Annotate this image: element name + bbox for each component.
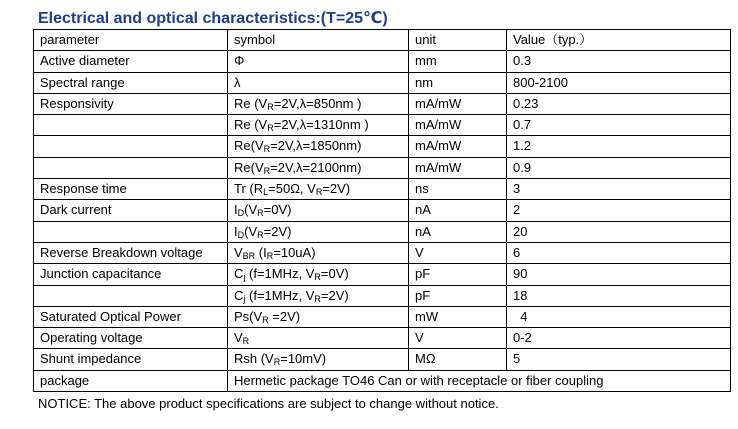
value-cell: 0.23 bbox=[507, 93, 731, 114]
symbol-cell bbox=[228, 72, 409, 93]
unit-cell: nA bbox=[409, 200, 507, 221]
symbol-subscript: BR bbox=[242, 250, 256, 261]
symbol-text: (V bbox=[244, 202, 258, 218]
symbol-text: (V bbox=[244, 223, 258, 239]
symbol-cell bbox=[228, 242, 409, 263]
symbol-cell bbox=[228, 93, 409, 114]
symbol-text: I bbox=[234, 223, 238, 239]
parameter-cell: Responsivity bbox=[34, 93, 228, 114]
symbol-subscript: R bbox=[257, 229, 264, 240]
symbol-text: =2V) bbox=[263, 223, 292, 239]
symbol-text: =50Ω, V bbox=[268, 181, 316, 197]
unit-cell: mA/mW bbox=[409, 115, 507, 136]
unit-cell: V bbox=[409, 328, 507, 349]
package-row bbox=[34, 370, 731, 391]
symbol-subscript: R bbox=[263, 165, 271, 176]
value-cell: 0.9 bbox=[507, 157, 731, 178]
table-row bbox=[34, 51, 731, 72]
table-row bbox=[34, 136, 731, 157]
table-row bbox=[34, 242, 731, 263]
parameter-cell bbox=[34, 136, 228, 157]
value-cell: 800-2100 bbox=[507, 72, 731, 93]
symbol-cell bbox=[228, 264, 409, 285]
parameter-cell: Dark current bbox=[34, 200, 228, 221]
table-row bbox=[34, 179, 731, 200]
value-cell: 1.2 bbox=[507, 136, 731, 157]
symbol-subscript: R bbox=[266, 250, 274, 261]
table-header-row bbox=[34, 30, 731, 51]
symbol-text: λ bbox=[234, 74, 241, 90]
symbol-subscript: R bbox=[273, 357, 281, 368]
symbol-text: =2V,λ=1850nm) bbox=[270, 138, 362, 154]
header-parameter: parameter bbox=[34, 30, 228, 51]
symbol-subscript: R bbox=[315, 187, 323, 198]
symbol-text: =2V,λ=1310nm ) bbox=[273, 117, 369, 133]
symbol-cell bbox=[228, 349, 409, 370]
symbol-subscript: L bbox=[263, 187, 269, 198]
value-cell: 20 bbox=[507, 221, 731, 242]
symbol-text: =2V,λ=850nm ) bbox=[273, 95, 362, 111]
unit-cell: nm bbox=[409, 72, 507, 93]
unit-cell: pF bbox=[409, 264, 507, 285]
unit-cell: MΩ bbox=[409, 349, 507, 370]
symbol-subscript: R bbox=[257, 208, 264, 219]
symbol-text: Φ bbox=[234, 53, 245, 69]
value-cell: 6 bbox=[507, 242, 731, 263]
symbol-text: C bbox=[234, 266, 244, 282]
symbol-cell bbox=[228, 179, 409, 200]
symbol-text: (f=1MHz, V bbox=[245, 266, 315, 282]
symbol-subscript: D bbox=[237, 229, 245, 240]
symbol-text: (I bbox=[255, 244, 267, 260]
symbol-cell bbox=[228, 136, 409, 157]
table-row bbox=[34, 328, 731, 349]
parameter-cell bbox=[34, 285, 228, 306]
symbol-text: Re (V bbox=[234, 117, 268, 133]
header-value: Value（typ.） bbox=[507, 30, 731, 51]
symbol-text: =2V,λ=2100nm) bbox=[270, 159, 362, 175]
symbol-text: =10uA) bbox=[273, 244, 316, 260]
value-cell: 18 bbox=[507, 285, 731, 306]
symbol-subscript: R bbox=[262, 314, 269, 325]
unit-cell: V bbox=[409, 242, 507, 263]
notice-text: NOTICE: The above product specifications are subject to change without notice. bbox=[38, 396, 499, 411]
unit-cell: mA/mW bbox=[409, 136, 507, 157]
value-cell: 0.7 bbox=[507, 115, 731, 136]
parameter-cell: Shunt impedance bbox=[34, 349, 228, 370]
symbol-text: =0V) bbox=[263, 202, 292, 218]
symbol-text: V bbox=[234, 330, 243, 346]
symbol-text: I bbox=[234, 202, 238, 218]
parameter-cell: Operating voltage bbox=[34, 328, 228, 349]
parameter-cell bbox=[34, 221, 228, 242]
value-cell: 90 bbox=[507, 264, 731, 285]
symbol-cell bbox=[228, 221, 409, 242]
symbol-text: Rsh (V bbox=[234, 351, 274, 367]
table-row bbox=[34, 264, 731, 285]
symbol-cell bbox=[228, 157, 409, 178]
symbol-text: V bbox=[234, 244, 243, 260]
symbol-subscript: R bbox=[267, 123, 274, 134]
section-title: Electrical and optical characteristics:(T=25℃) bbox=[38, 10, 388, 27]
parameter-cell: Saturated Optical Power bbox=[34, 306, 228, 327]
symbol-subscript: j bbox=[243, 272, 246, 283]
symbol-cell bbox=[228, 285, 409, 306]
value-cell: 5 bbox=[507, 349, 731, 370]
symbol-subscript: j bbox=[243, 293, 246, 304]
table-row bbox=[34, 349, 731, 370]
unit-cell: mA/mW bbox=[409, 93, 507, 114]
symbol-subscript: D bbox=[237, 208, 245, 219]
symbol-text: (f=1MHz, V bbox=[245, 287, 315, 303]
unit-cell: nA bbox=[409, 221, 507, 242]
symbol-text: Tr (R bbox=[234, 181, 264, 197]
package-description: Hermetic package TO46 Can or with receptacle or fiber coupling bbox=[228, 370, 731, 391]
symbol-cell bbox=[228, 51, 409, 72]
header-unit: unit bbox=[409, 30, 507, 51]
symbol-text: Ps(V bbox=[234, 308, 263, 324]
parameter-cell: Junction capacitance bbox=[34, 264, 228, 285]
characteristics-table bbox=[33, 29, 731, 392]
table-row bbox=[34, 285, 731, 306]
table-row bbox=[34, 72, 731, 93]
value-cell: 2 bbox=[507, 200, 731, 221]
parameter-cell: package bbox=[34, 370, 228, 391]
symbol-subscript: R bbox=[263, 144, 271, 155]
table-row bbox=[34, 306, 731, 327]
unit-cell: mm bbox=[409, 51, 507, 72]
symbol-text: =0V) bbox=[320, 266, 349, 282]
value-cell: 0-2 bbox=[507, 328, 731, 349]
symbol-text: =2V) bbox=[322, 181, 351, 197]
symbol-subscript: R bbox=[314, 293, 321, 304]
value-cell: 4 bbox=[507, 306, 731, 327]
parameter-cell bbox=[34, 115, 228, 136]
table-row bbox=[34, 200, 731, 221]
header-symbol: symbol bbox=[228, 30, 409, 51]
parameter-cell: Response time bbox=[34, 179, 228, 200]
parameter-cell: Reverse Breakdown voltage bbox=[34, 242, 228, 263]
symbol-cell bbox=[228, 115, 409, 136]
unit-cell: mW bbox=[409, 306, 507, 327]
table-row bbox=[34, 157, 731, 178]
symbol-text: =2V) bbox=[268, 308, 301, 324]
symbol-subscript: R bbox=[242, 336, 250, 347]
symbol-text: Re(V bbox=[234, 159, 264, 175]
unit-cell: mA/mW bbox=[409, 157, 507, 178]
symbol-text: =10mV) bbox=[280, 351, 327, 367]
parameter-cell bbox=[34, 157, 228, 178]
symbol-text: Re(V bbox=[234, 138, 264, 154]
table-row bbox=[34, 93, 731, 114]
value-cell: 3 bbox=[507, 179, 731, 200]
parameter-cell: Active diameter bbox=[34, 51, 228, 72]
unit-cell: pF bbox=[409, 285, 507, 306]
table-row bbox=[34, 115, 731, 136]
symbol-text: C bbox=[234, 287, 244, 303]
table-row bbox=[34, 221, 731, 242]
symbol-cell bbox=[228, 200, 409, 221]
symbol-text: =2V) bbox=[320, 287, 349, 303]
symbol-cell bbox=[228, 306, 409, 327]
unit-cell: ns bbox=[409, 179, 507, 200]
parameter-cell: Spectral range bbox=[34, 72, 228, 93]
value-cell: 0.3 bbox=[507, 51, 731, 72]
symbol-subscript: R bbox=[314, 272, 321, 283]
symbol-cell bbox=[228, 328, 409, 349]
symbol-text: Re (V bbox=[234, 95, 268, 111]
symbol-subscript: R bbox=[267, 101, 274, 112]
